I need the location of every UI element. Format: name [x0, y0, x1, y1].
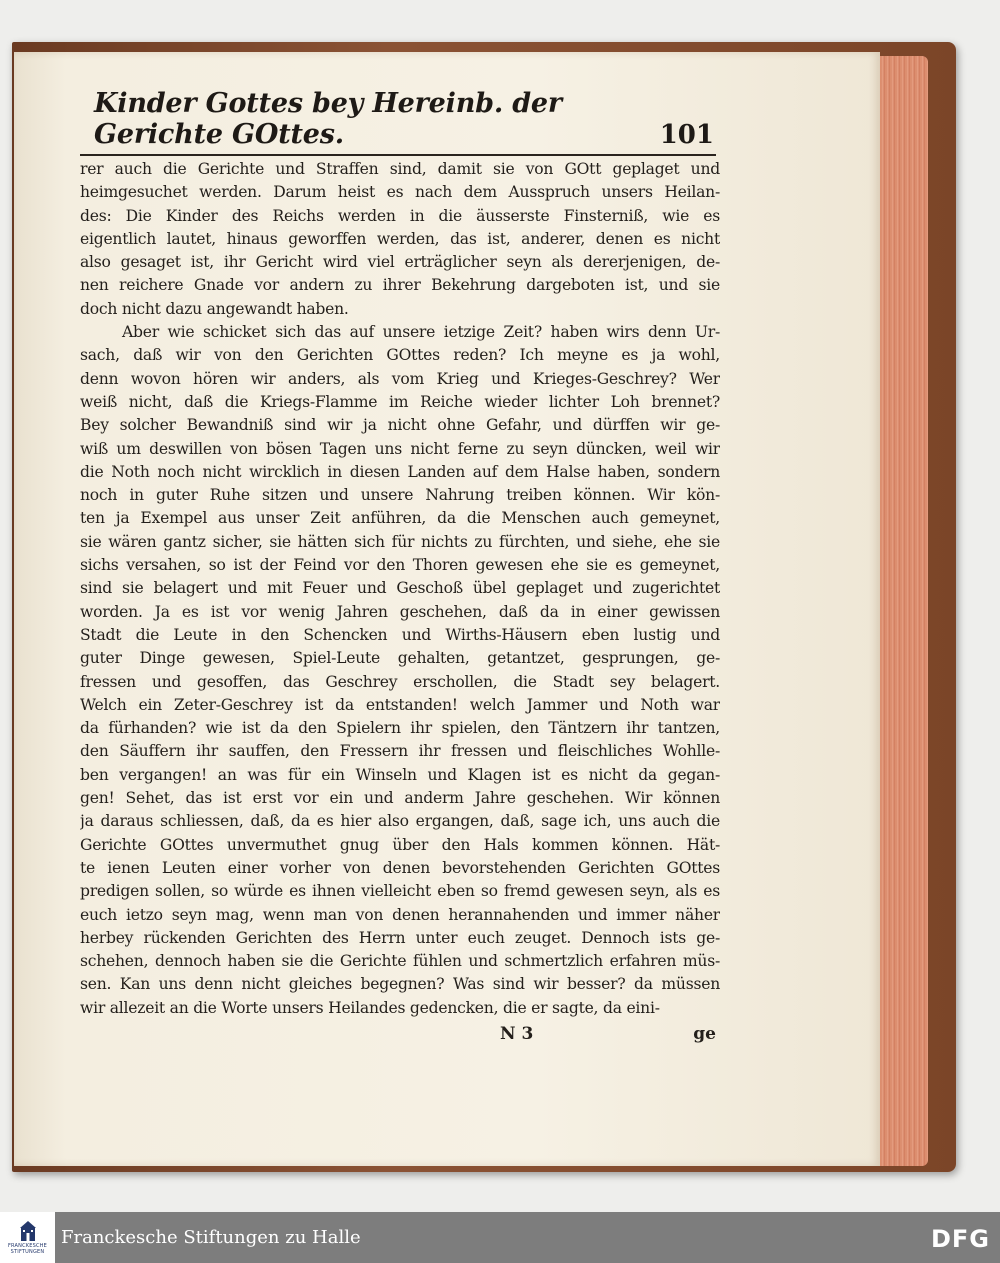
text-line: rer auch die Gerichte und Straffen sind, damit sie von GOtt geplaget und	[80, 160, 720, 178]
text-line: wir allezeit an die Worte unsers Heilandes gedencken, die er sagte, da eini-	[80, 998, 660, 1017]
text-line: te ienen Leuten einer vorher von denen bevorstehenden Gerichten GOttes	[80, 858, 720, 877]
text-line: predigen sollen, so würde es ihnen vielleicht eben so fremd gewesen seyn, als es	[80, 882, 720, 901]
text-line: fressen und gesoffen, das Geschrey erschollen, die Stadt sey belagert.	[80, 672, 720, 691]
text-line: wiß um deswillen von bösen Tagen uns nicht ferne zu seyn düncken, weil wir	[80, 439, 720, 458]
text-line: also gesaget ist, ihr Gericht wird viel erträglicher seyn als dererjenigen, de-	[80, 253, 720, 272]
text-line: Bey solcher Bewandniß sind wir ja nicht ohne Gefahr, und dürffen wir ge-	[80, 416, 720, 435]
text-line: herbey rückenden Gerichten des Herrn unter euch zeuget. Dennoch ists ge-	[80, 928, 720, 947]
text-line: ten ja Exempel aus unser Zeit anführen, da die Menschen auch gemeynet,	[80, 509, 720, 528]
text-line: sichs versahen, so ist der Feind vor den Thoren gewesen ehe sie es gemeynet,	[80, 556, 720, 575]
text-line: sie wären gantz sicher, sie hätten sich für nichts zu fürchten, und siehe, ehe sie	[80, 532, 720, 551]
text-line: ja daraus schliessen, daß, da es hier also ergangen, daß, sage ich, uns auch die	[80, 812, 720, 831]
text-line: ben vergangen! an was für ein Winseln und Klagen ist es nicht da gegan-	[80, 765, 720, 784]
text-line: Aber wie schicket sich das auf unsere ietzige Zeit? haben wirs denn Ur-	[122, 323, 720, 342]
catchword: ge	[693, 1024, 716, 1044]
text-line: denn wovon hören wir anders, als vom Krieg und Krieges-Geschrey? Wer	[80, 369, 720, 388]
text-line: weiß nicht, daß die Kriegs-Flamme im Reiche wieder lichter Loh brennet?	[80, 392, 720, 411]
orphanage-building-icon	[18, 1220, 38, 1242]
text-line: gen! Sehet, das ist erst vor ein und anderm Jahre geschehen. Wir können	[80, 789, 720, 808]
text-line: Stadt die Leute in den Schencken und Wirths-Häusern eben lustig und	[80, 625, 720, 644]
running-head	[94, 88, 714, 150]
text-line: sach, daß wir von den Gerichten GOttes reden? Ich meyne es ja wohl,	[80, 346, 720, 365]
logo-text-line1: FRANCKESCHE	[7, 1243, 48, 1249]
text-line: schehen, dennoch haben sie die Gerichte fühlen und schmertzlich erfahren müs-	[80, 952, 720, 971]
signature-mark: N 3	[500, 1024, 534, 1044]
logo-text	[8, 1243, 47, 1255]
institution-logo[interactable]	[0, 1212, 55, 1263]
text-line: worden. Ja es ist vor wenig Jahren geschehen, daß da in einer gewissen	[80, 602, 720, 621]
catchline	[80, 1024, 720, 1050]
text-line: nen reichere Gnade vor andern zu ihrer Bekehrung dargeboten ist, und sie	[80, 276, 720, 295]
text-line: euch ietzo seyn mag, wenn man von denen herannahenden und immer näher	[80, 905, 720, 924]
text-line: den Säuffern ihr sauffen, den Fressern ihr fressen und fleischliches Wohlle-	[80, 742, 720, 761]
text-line: heimgesuchet werden. Darum heist es nach dem Ausspruch unsers Heilan-	[80, 183, 720, 202]
text-line: sen. Kan uns denn nicht gleiches begegnen? Was sind wir besser? da müssen	[80, 975, 720, 994]
text-line: sind sie belagert und mit Feuer und Geschoß übel geplaget und zugerichtet	[80, 579, 720, 598]
footer-bar	[0, 1212, 1000, 1263]
text-line: die Noth noch nicht wircklich in diesen Landen auf dem Halse haben, sondern	[80, 462, 720, 481]
running-head-title: Kinder Gottes bey Hereinb. der Gerichte GOttes.	[94, 88, 562, 150]
text-line: guter Dinge gewesen, Spiel-Leute gehalten, getantzet, gesprungen, ge-	[80, 649, 720, 668]
body-text	[80, 158, 720, 1020]
institution-name[interactable]: Franckesche Stiftungen zu Halle	[61, 1227, 361, 1248]
logo-text-line2: STIFTUNGEN	[10, 1249, 45, 1255]
dfg-logo[interactable]: DFG	[930, 1225, 990, 1253]
text-line: doch nicht dazu angewandt haben.	[80, 299, 349, 318]
text-line: Welch ein Zeter-Geschrey ist da entstanden! welch Jammer und Noth war	[80, 695, 720, 714]
header-rule	[80, 154, 716, 156]
text-line: noch in guter Ruhe sitzen und unsere Nahrung treiben können. Wir kön-	[80, 486, 720, 505]
text-line: des: Die Kinder des Reichs werden in die äusserste Finsterniß, wie es	[80, 206, 720, 225]
page-number: 101	[659, 120, 714, 150]
text-line: da fürhanden? wie ist da den Spielern ihr spielen, den Täntzern ihr tantzen,	[80, 719, 720, 738]
text-line: Gerichte GOttes unvermuthet gnug über den Hals kommen können. Hät-	[80, 835, 720, 854]
text-line: eigentlich lautet, hinaus geworffen werden, das ist, anderer, denen es nicht	[80, 229, 720, 248]
